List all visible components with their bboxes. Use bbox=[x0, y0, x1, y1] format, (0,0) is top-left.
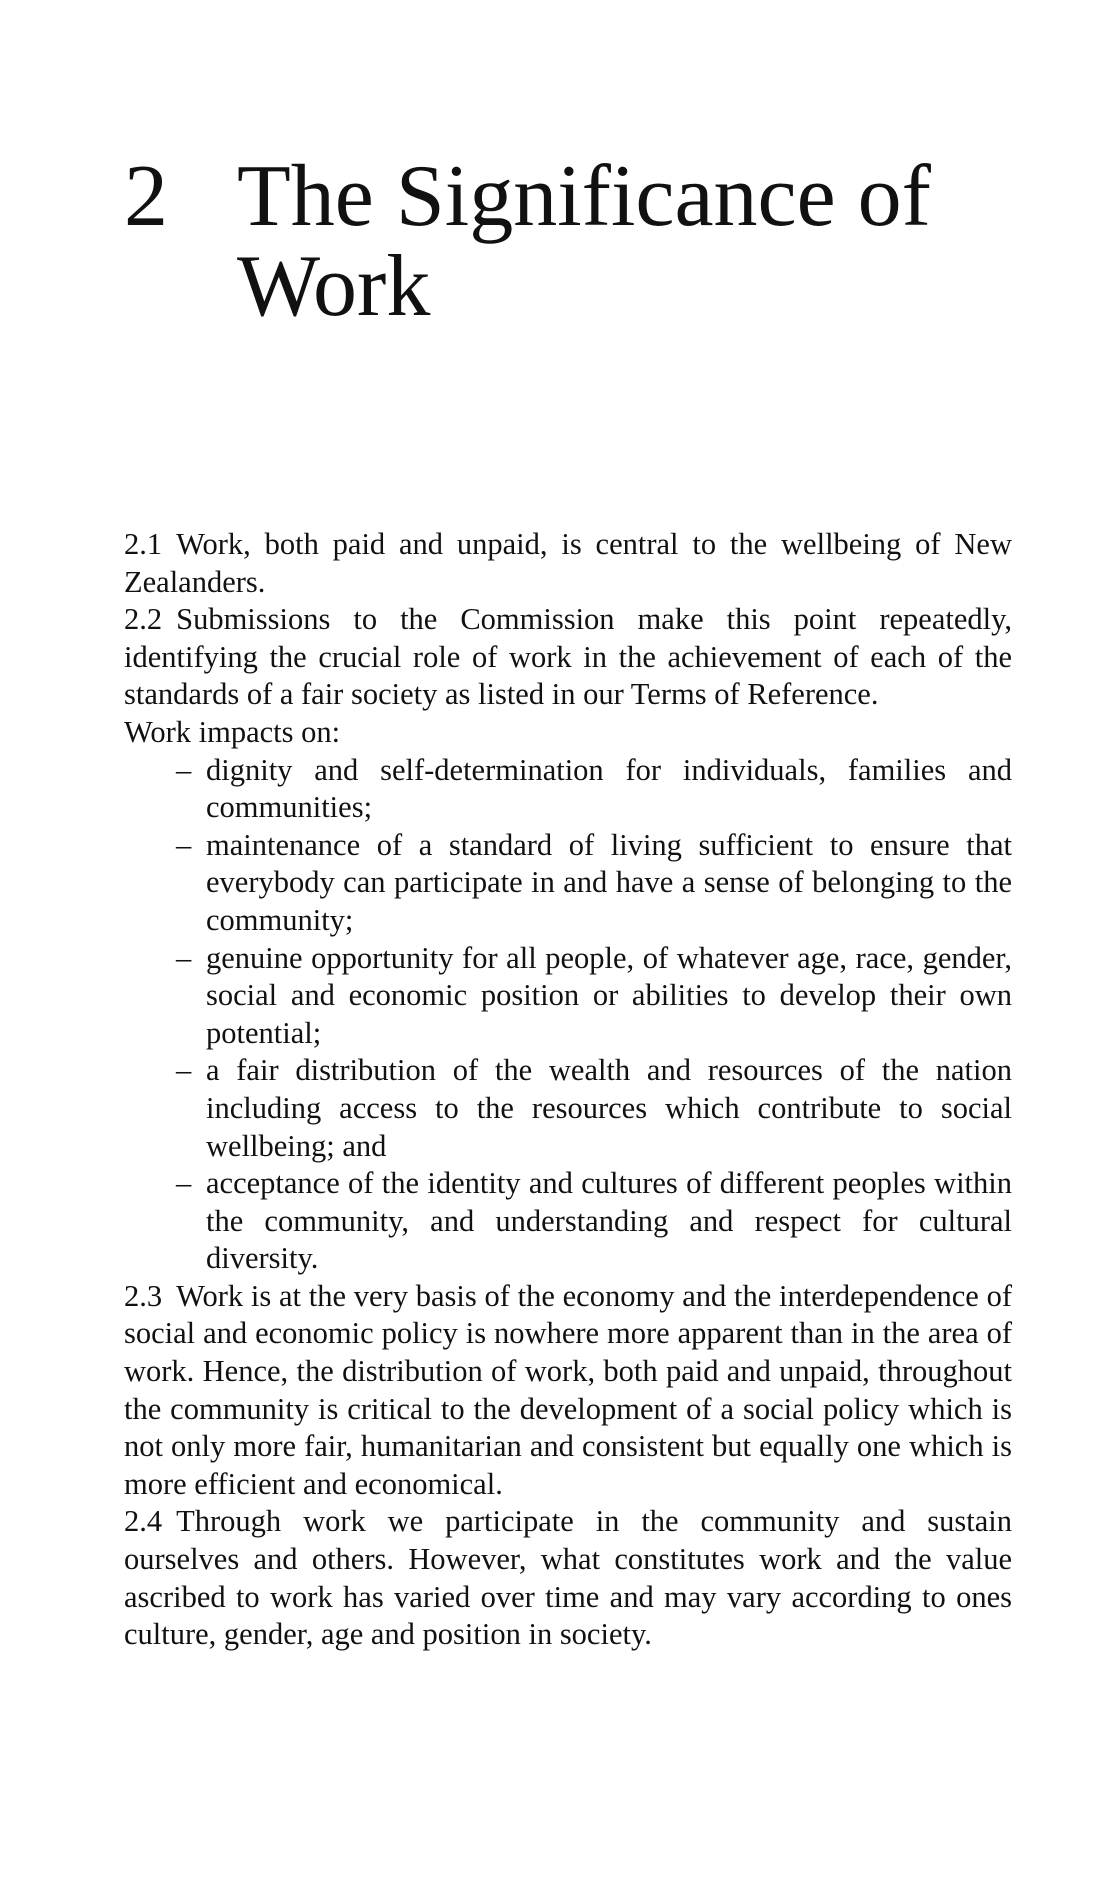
impact-list bbox=[124, 752, 1012, 1278]
list-item bbox=[176, 827, 1012, 940]
paragraph-number: 2.4 bbox=[124, 1504, 163, 1539]
dash-marker: – bbox=[176, 1166, 192, 1201]
paragraph-number: 2.3 bbox=[124, 1278, 163, 1313]
dash-marker: – bbox=[176, 827, 192, 862]
list-item bbox=[176, 1052, 1012, 1165]
list-item-text: dignity and self-determination for individuals, families and communities; bbox=[206, 752, 1012, 825]
paragraph-number: 2.1 bbox=[124, 527, 163, 561]
chapter-number: 2 bbox=[124, 148, 168, 245]
list-item bbox=[176, 1165, 1012, 1278]
paragraph-text: Through work we participate in the community and sustain ourselves and others. However, what constitutes work and the value ascribed to work has varied over time and may vary according to ones culture, gender, age and position in society. bbox=[124, 1504, 1012, 1652]
dash-marker: – bbox=[176, 1053, 192, 1088]
list-item-text: a fair distribution of the wealth and resources of the nation including access to the resources which contribute to social wellbeing; and bbox=[206, 1053, 1012, 1163]
list-item-text: genuine opportunity for all people, of whatever age, race, gender, social and economic position or abilities to develop their own potential; bbox=[206, 940, 1012, 1050]
list-item-text: acceptance of the identity and cultures of different peoples within the community, and understanding and respect for cultural diversity. bbox=[206, 1166, 1012, 1276]
list-item bbox=[176, 752, 1012, 827]
paragraph-2-3 bbox=[124, 1278, 1012, 1504]
chapter-title: The Significance of Work bbox=[237, 148, 931, 335]
paragraph-2-1 bbox=[124, 526, 1012, 601]
paragraph-2-4 bbox=[124, 1503, 1012, 1653]
list-intro: Work impacts on: bbox=[124, 714, 341, 749]
paragraph-text: Work is at the very basis of the economy and the interdependence of social and economic policy is nowhere more apparent than in the area of work. Hence, the distribution of work, both paid and unpaid, throughout the community is critical to the development of a social policy which is not only more fair, humanitarian and consistent but equally one which is more efficient and economical. bbox=[124, 1278, 1012, 1501]
body-text bbox=[124, 526, 1012, 1654]
dash-marker: – bbox=[176, 940, 192, 975]
paragraph-2-2 bbox=[124, 601, 1012, 714]
list-item-text: maintenance of a standard of living sufficient to ensure that everybody can participate in and have a sense of belonging to the community; bbox=[206, 827, 1012, 937]
paragraph-text: Work, both paid and unpaid, is central to the wellbeing of New Zealanders. bbox=[124, 527, 1012, 599]
list-item bbox=[176, 940, 1012, 1053]
dash-marker: – bbox=[176, 752, 192, 787]
paragraph-number: 2.2 bbox=[124, 602, 163, 637]
paragraph-text: Submissions to the Commission make this point repeatedly, identifying the crucial role of work in the achievement of each of the standards of a fair society as listed in our Terms of Reference. bbox=[124, 602, 1012, 712]
